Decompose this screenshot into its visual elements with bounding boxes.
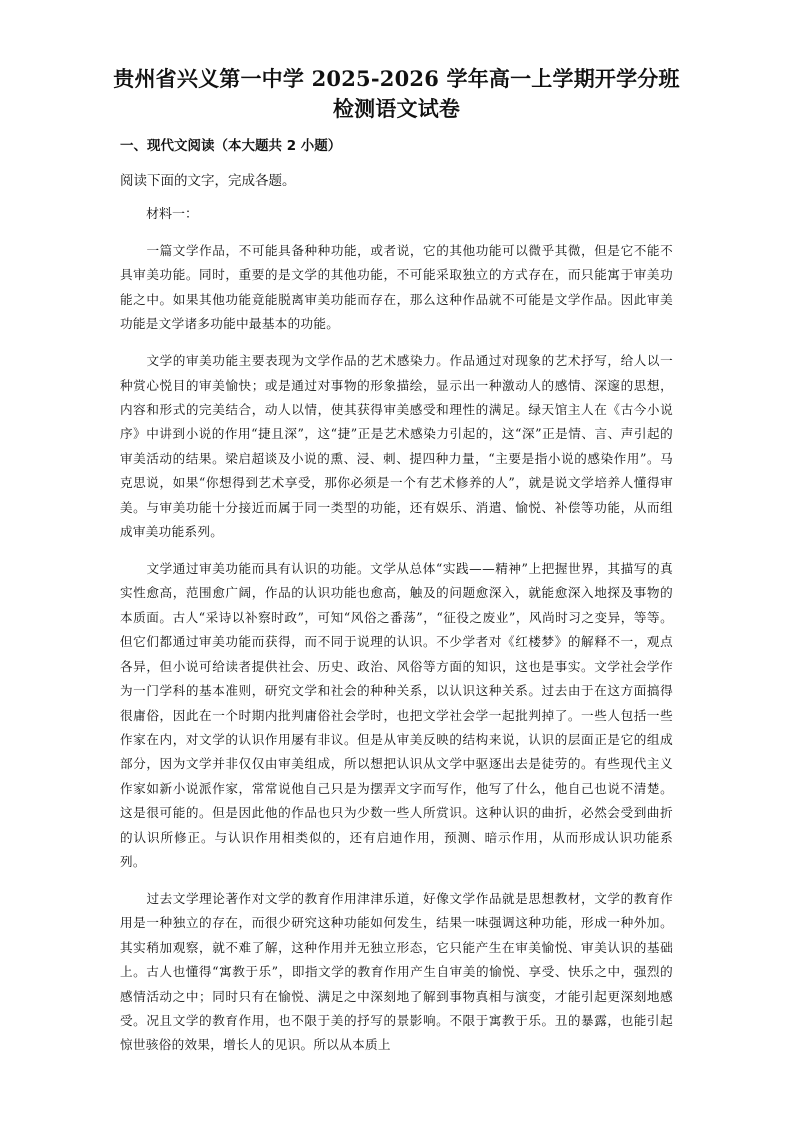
- section-heading: 一、现代文阅读（本大题共 2 小题）: [120, 138, 342, 154]
- paragraph-2: 文学的审美功能主要表现为文学作品的艺术感染力。作品通过对现象的艺术抒写，给人以一种赏心悦目的审美愉快；或是通过对事物的形象描绘，显示出一种激动人的感情、深邃的思想，内容和形式的完美结合，动人以情，使其获得审美感受和理性的满足。绿天馆主人在《古今小说序》中讲到小说的作用“捷且深”，这“捷”正是艺术感染力引起的，这“深”正是情、言、声引起的审美活动的结果。梁启超谈及小说的熏、浸、刺、提四种力量，“主要是指小说的感染作用”。马克思说，如果“你想得到艺术享受，那你必须是一个有艺术修养的人”，就是说文学培养人懂得审美。与审美功能十分接近而属于同一类型的功能，还有娱乐、消遣、愉悦、补偿等功能，从而组成审美功能系列。: [120, 353, 673, 540]
- material-label: 材料一：: [146, 207, 199, 222]
- paragraph-4: 过去文学理论著作对文学的教育作用津津乐道，好像文学作品就是思想教材，文学的教育作用是一种独立的存在，而很少研究这种功能如何发生，结果一味强调这种功能，形成一种外加。其实稍加观察，就不难了解，这种作用并无独立形态，它只能产生在审美愉悦、审美认识的基础上。古人也懂得“寓教于乐”，即指文学的教育作用产生自审美的愉悦、享受、快乐之中，强烈的感情活动之中；同时只有在愉悦、满足之中深刻地了解到事物真相与演变，才能引起更深刻地感受。况且文学的教育作用，也不限于美的抒写的景影响。不限于寓教于乐。丑的暴露，也能引起惊世骇俗的效果，增长人的见识。所以从本质上: [120, 890, 673, 1053]
- exam-title: [112, 64, 681, 124]
- paragraph-1: 一篇文学作品，不可能具备种种功能，或者说，它的其他功能可以微乎其微，但是它不能不具审美功能。同时，重要的是文学的其他功能，不可能采取独立的方式存在，而只能寓于审美功能之中。如果其他功能竟能脱离审美功能而存在，那么这种作品就不可能是文学作品。因此审美功能是文学诸多功能中最基本的功能。: [120, 243, 673, 332]
- exam-title-line-2: 检测语文试卷: [332, 96, 461, 121]
- exam-title-line-1: 贵州省兴义第一中学 2025-2026 学年高一上学期开学分班: [113, 66, 680, 91]
- reading-instruction: 阅读下面的文字，完成各题。: [120, 173, 296, 189]
- paragraph-3: 文学通过审美功能而具有认识的功能。文学从总体“实践——精神”上把握世界，其描写的真实性愈高，范围愈广阔，作品的认识功能也愈高，触及的问题愈深入，就能愈深入地探及事物的本质面。古人“采诗以补察时政”，可知“风俗之番荡”，“征役之废业”，风尚时习之变异，等等。但它们都通过审美功能而获得，而不同于说理的认识。不少学者对《红楼梦》的解释不一，观点各异，但小说可给读者提供社会、历史、政治、风俗等方面的知识，这也是事实。文学社会学作为一门学科的基本准则，研究文学和社会的种种关系，以认识这种关系。过去由于在这方面搞得很庸俗，因此在一个时期内批判庸俗社会学时，也把文学社会学一起批判掉了。一些人包括一些作家在内，对文学的认识作用屡有非议。但是从审美反映的结构来说，认识的层面正是它的组成部分，因为文学并非仅仅由审美组成，所以想把认识从文学中驱逐出去是徒劳的。有些现代主义作家如新小说派作家，常常说他自己只是为摆弄文字而写作，他写了什么，他自己也说不清楚。这是很可能的。但是因此他的作品也只为少数一些人所赏识。这种认识的曲折，必然会受到曲折的认识所修正。与认识作用相类似的，还有启迪作用，预测、暗示作用，从而形成认识功能系列。: [120, 561, 673, 869]
